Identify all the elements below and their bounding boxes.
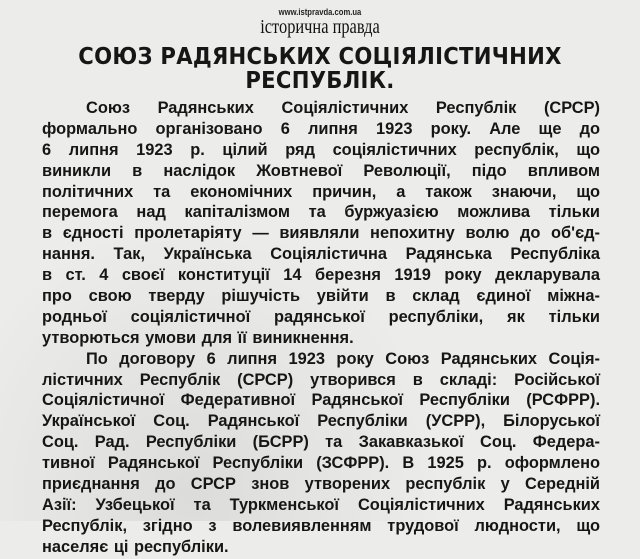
paragraph-2-line: приєднання до СРСР знов утворених республік у Середній <box>42 475 600 494</box>
paragraph-1-line: Союз Радянських Соціялістичних Республік (СРСР) <box>86 99 600 117</box>
paragraph-1-line: виникли в наслідок Жовтневої Революції, підо впливом <box>42 161 600 180</box>
paragraph-2-line: лістичних Республік (СРСР) утворився в складі: Російської <box>42 370 600 389</box>
paragraph-2-line: Соц. Рад. Республіки (БСРР) та Закавказької Соц. Федера- <box>42 433 600 452</box>
site-url: www.istpravda.com.ua <box>278 7 362 17</box>
paragraph-1-line: в ст. 4 своєї конституції 14 березня 1919 року декларувала <box>42 266 600 285</box>
paragraph-1-line: 6 липня 1923 р. цілий ряд соціялістичних республік, що <box>42 140 600 159</box>
brand-logo-text: історична правда <box>260 16 380 38</box>
paragraph-2-line: населяє ці республіки. <box>42 537 229 556</box>
article-body <box>42 99 600 559</box>
paragraph-1-line: в єдності пролетаріяту — виявляли непохитну волю до об'єд- <box>42 224 600 243</box>
paragraph-2-line: Української Соц. Радянської Республіки (УСРР), Білоруської <box>42 412 600 431</box>
article-title-line-1: СОЮЗ РАДЯНСЬКИХ СОЦІЯЛІСТИЧНИХ <box>78 44 562 70</box>
paragraph-2-line: тивної Радянської Республіки (ЗСФРР). В 1925 р. оформлено <box>42 454 600 473</box>
paragraph-1-line: політичних та економічних причин, а також знаючи, що <box>42 182 600 201</box>
article-title-line-2: РЕСПУБЛІК. <box>245 68 395 94</box>
paragraph-2-line: Соціялістичної Федеративної Радянської Республіки (РСФРР). <box>42 391 600 410</box>
paragraph-1-line: нання. Так, Українська Соціялістична Радянська Республіка <box>42 245 600 264</box>
paragraph-1-line: утворються умови для її виникнення. <box>42 328 354 347</box>
paragraph-2-line: Республік, згідно з волевиявленням трудової людности, що <box>42 516 600 535</box>
paragraph-1-line: про свою тверду рішучість увійти в склад єдиної міжна- <box>42 287 600 306</box>
paragraph-2-line: Азії: Узбецької та Туркменської Соціялістичних Радянських <box>42 495 600 514</box>
paragraph-1-line: формально організовано 6 липня 1923 року. Але ще до <box>42 119 600 138</box>
paragraph-1-line: родньої соціялістичної радянської республіки, як тільки <box>42 307 600 326</box>
paragraph-2-line: По договору 6 липня 1923 року Союз Радянських Соція- <box>86 349 600 368</box>
paragraph-1-line: перемога над капіталізмом та буржуазією можлива тільки <box>42 203 600 222</box>
